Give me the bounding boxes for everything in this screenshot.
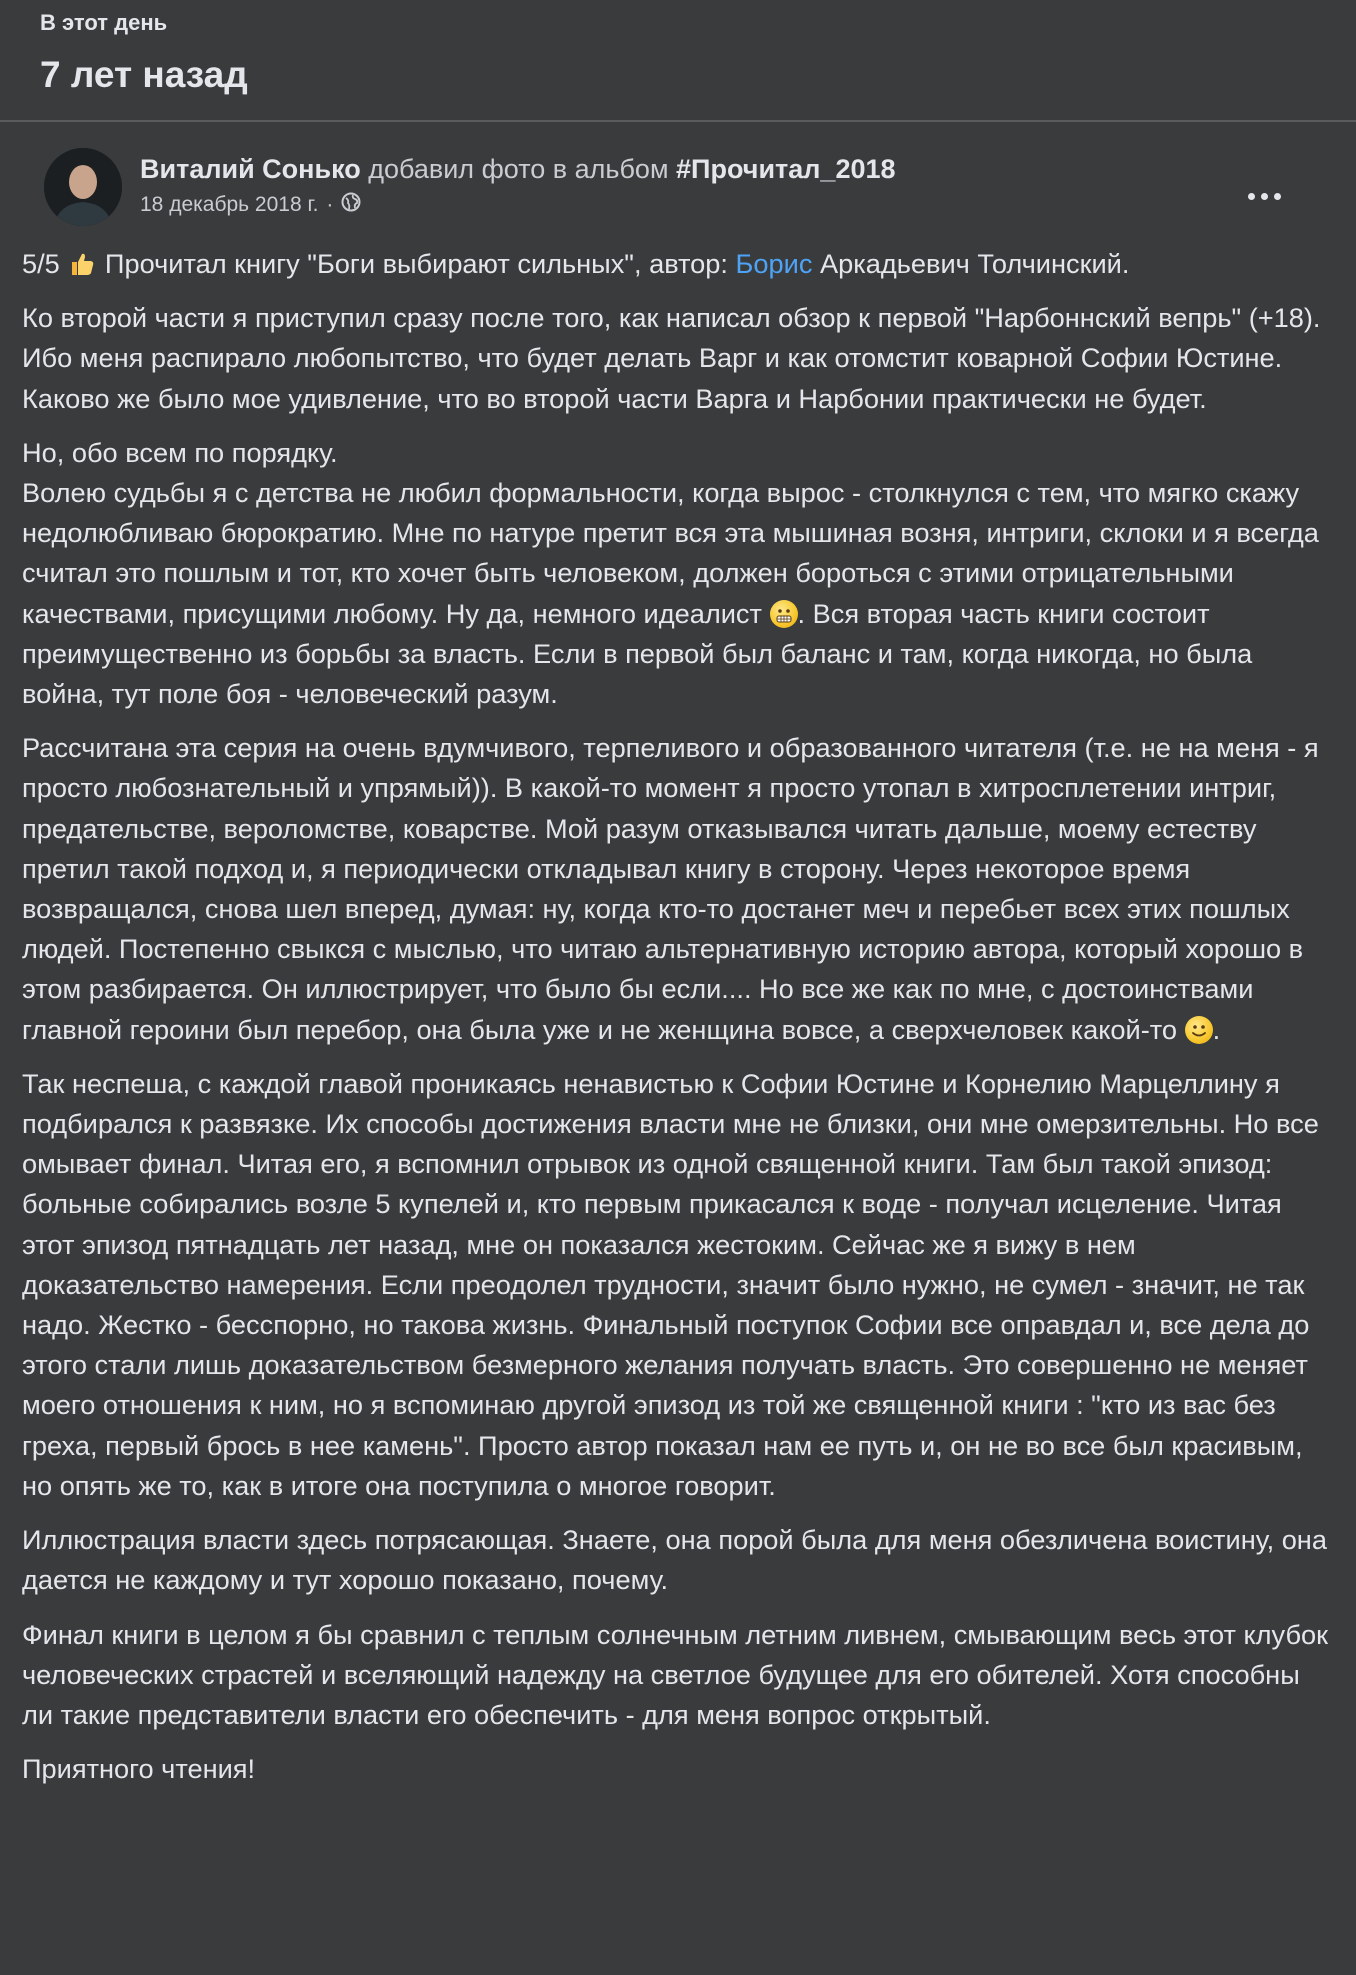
paragraph-2-end: . Вся вторая часть книги состоит преимущественно из борьбы за власть. Если в первой был баланс и там, когда никогда, но была война, тут поле боя - человеческий разум. [22,597,1253,710]
book-author-rest: Аркадьевич Толчинский. [819,248,1130,279]
globe-icon [341,192,361,218]
paragraph-3 [22,728,1334,1050]
memory-years-ago: 7 лет назад [40,54,248,95]
rating-text: 5/5 [22,248,60,279]
post-date[interactable]: 18 декабрь 2018 г. [140,193,319,216]
post [0,122,1356,1789]
author-name[interactable]: Виталий Сонько [140,154,361,184]
rating-line [22,244,1334,284]
paragraph-7: Приятного чтения! [22,1753,256,1785]
date-separator: · [326,193,334,216]
slightly-smiling-face-icon [1185,1016,1213,1044]
paragraph-4: Так неспеша, с каждой главой проникаясь ненавистью к Софии Юстине и Корнелию Марцеллину я подбирался к развязке. Их способы достижения власти мне не близки, они мне омерзительны. Но все омывает финал. Читая его, я вспомнил отрывок из одной священной книги. Там был такой эпизод: больные собирались возле 5 купелей и, кто первым прикасался к воде - получал исцеление. Читая этот эпизод пятнадцать лет назад, мне он показался жестоким. Сейчас же я вижу в нем доказательство намерения. Если преодолел трудности, значит было нужно, не сумел - значит, не так надо. Жестко - бесспорно, но такова жизнь. Финальный поступок Софии все оправдал и, все дела до этого стали лишь доказательством безмерного желания получать власть. Это совершенно не меняет моего отношения к ним, но я вспоминаю другой эпизод из той же священной книги : "кто из вас без греха, первый брось в нее камень". Просто автор показал нам ее путь и, он не во все был красивым, но опять же то, как в итоге она поступила о многое говорит. [22,1067,1319,1501]
paragraph-6: Финал книги в целом я бы сравнил с теплым солнечным летним ливнем, смывающим весь этот клубок человеческих страстей и вселяющий надежду на светлое будущее для его обителей. Хотя способны ли такие представители власти его обеспечить - для меня вопрос открытый. [22,1618,1329,1730]
rating-rest: Прочитал книгу "Боги выбирают сильных", автор: [104,248,728,279]
paragraph-5: Иллюстрация власти здесь потрясающая. Знаете, она порой была для меня обезличена воистину, она дается не каждому и тут хорошо показано, почему. [22,1524,1327,1596]
paragraph-1: Ко второй части я приступил сразу после того, как написал обзор к первой "Нарбоннский вепрь" (+18). Ибо меня распирало любопытство, что будет делать Варг и как отомстит коварной Софии Юстине. Каково же было мое удивление, что во второй части Варга и Нарбонии практически не будет. [22,302,1321,414]
post-action: добавил фото в альбом [368,154,669,184]
post-body [22,234,1334,1789]
album-link[interactable]: #Прочитал_2018 [676,154,896,184]
post-header [22,122,1334,234]
avatar[interactable] [44,148,122,226]
memory-label: В этот день [40,10,168,35]
post-author-block [140,152,896,218]
paragraph-3-text: Рассчитана эта серия на очень вдумчивого, терпеливого и образованного читателя (т.е. не на меня - я просто любознательный и упрямый)). В какой-то момент я просто утопал в хитросплетении интриг, предательстве, вероломстве, коварстве. Мой разум отказывался читать дальше, моему естеству претил такой подход и, я периодически откладывал книгу в сторону. Через некоторое время возвращался, снова шел вперед, думая: ну, когда кто-то достанет меч и перебьет всех этих пошлых людей. Постепенно свыкся с мыслью, что читаю альтернативную историю автора, который хорошо в этом разбирается. Он иллюстрирует, что было бы если.... Но все же как по мне, с достоинствами главной героини был перебор, она была уже и не женщина вовсе, а сверхчеловек какой-то [22,732,1319,1045]
paragraph-3-end: . [1212,1013,1221,1045]
grimacing-face-icon [770,600,798,628]
memory-header [0,0,1356,122]
paragraph-2 [22,433,1334,714]
more-options-icon[interactable] [1234,176,1294,216]
paragraph-2-text: Волею судьбы я с детства не любил формальности, когда вырос - столкнулся с тем, что мягко скажу недолюбливаю бюрократию. Мне по натуре претит вся эта мышиная возня, интриги, склоки и я всегда считал это пошлым и тот, кто хочет быть человеком, должен бороться с этими отрицательными качествами, присущими любому. Ну да, немного идеалист [22,477,1319,629]
paragraph-2-intro: Но, обо всем по порядку. [22,436,338,468]
thumbs-up-icon [69,248,95,274]
book-author-link[interactable]: Борис [735,248,813,279]
